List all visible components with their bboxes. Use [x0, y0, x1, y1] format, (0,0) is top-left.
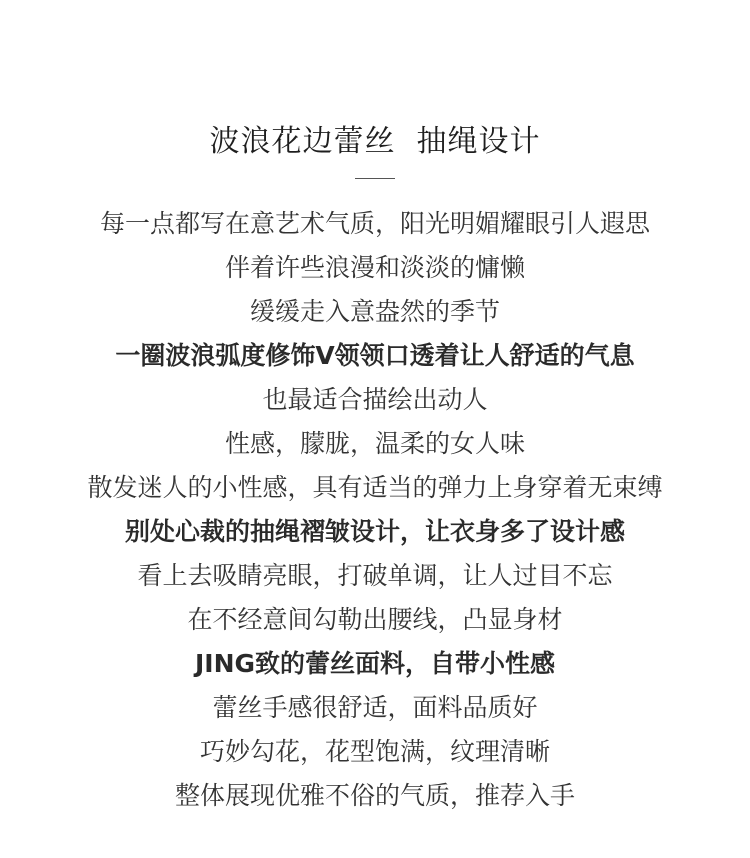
- description-line: 每一点都写在意艺术气质，阳光明媚耀眼引人遐思: [99, 209, 650, 238]
- description-lines: [0, 202, 750, 818]
- description-line: 在不经意间勾勒出腰线，凸显身材: [187, 605, 563, 634]
- description-line: 散发迷人的小性感，具有适当的弹力上身穿着无束缚: [87, 473, 663, 502]
- title-divider: [355, 178, 395, 179]
- description-line: 看上去吸睛亮眼，打破单调，让人过目不忘: [137, 561, 613, 590]
- description-line: 性感，朦胧，温柔的女人味: [224, 429, 525, 458]
- description-line: 缓缓走入意盎然的季节: [249, 297, 500, 326]
- description-line: 整体展现优雅不俗的气质，推荐入手: [174, 781, 575, 810]
- description-line: 别处心裁的抽绳褶皱设计，让衣身多了设计感: [124, 517, 625, 546]
- description-line: 巧妙勾花，花型饱满，纹理清晰: [199, 737, 550, 766]
- description-line: 蕾丝手感很舒适，面料品质好: [212, 693, 538, 722]
- description-line: 也最适合描绘出动人: [262, 385, 488, 414]
- description-line: 伴着许些浪漫和淡淡的慵懒: [224, 253, 525, 282]
- description-line: 一圈波浪弧度修饰V领领口透着让人舒适的气息: [115, 341, 635, 370]
- description-line: JING致的蕾丝面料，自带小性感: [194, 649, 556, 678]
- section-title: 波浪花边蕾丝 抽绳设计: [209, 124, 541, 159]
